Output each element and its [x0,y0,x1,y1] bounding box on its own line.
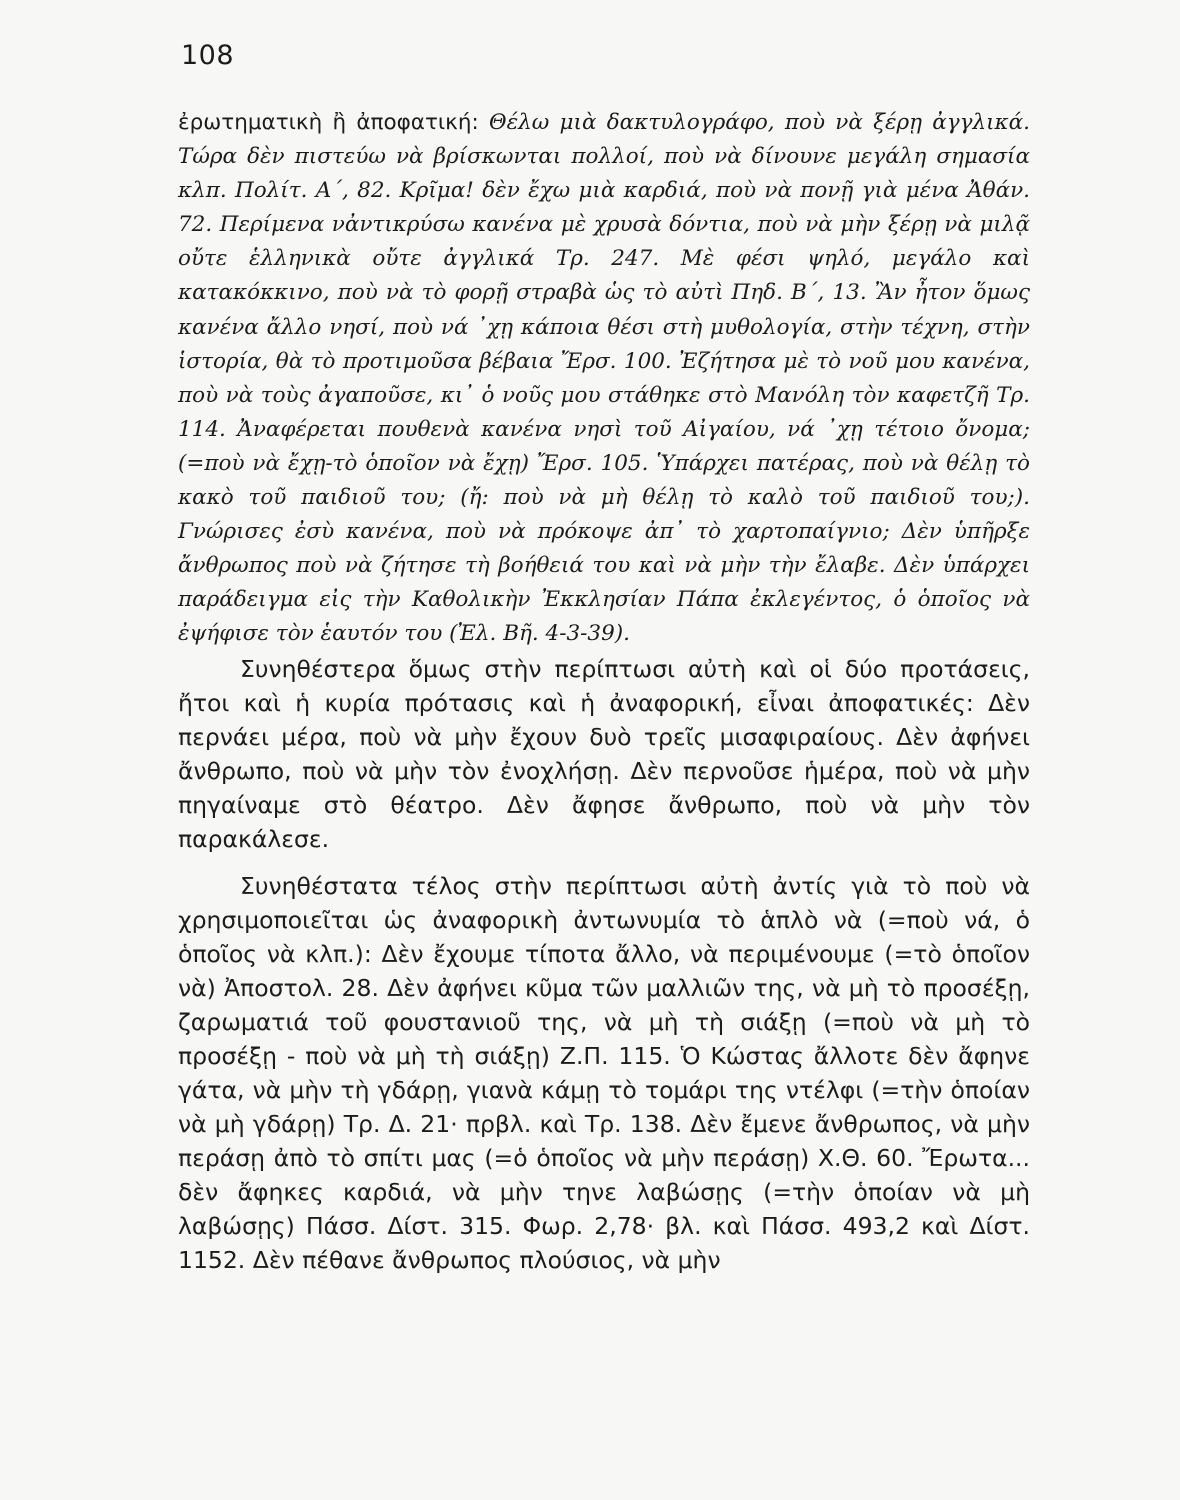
body-paragraph-2: Συνηθέστατα τέλος στὴν περίπτωσι αὐτὴ ἀντίς γιὰ τὸ ποὺ νὰ χρησιμοποιεῖται ὡς ἀναφορικὴ ἀντωνυμία τὸ ἁπλὸ νὰ (=ποὺ νά, ὁ ὁποῖος νὰ κλπ.): Δὲν ἔχουμε τίποτα ἄλλο, νὰ περιμένουμε (=τὸ ὁποῖον νὰ) Ἀποστολ. 28. Δὲν ἀφήνει κῦμα τῶν μαλλιῶν της, νὰ μὴ τὸ προσέξῃ, ζαρωματιά τοῦ φουστανιοῦ της, νὰ μὴ τὴ σιάξῃ (=ποὺ νὰ μὴ τὸ προσέξῃ - ποὺ νὰ μὴ τὴ σιάξῃ) Ζ.Π. 115. Ὁ Κώστας ἄλλοτε δὲν ἄφηνε γάτα, νὰ μὴν τὴ γδάρῃ, γιανὰ κάμῃ τὸ τομάρι της ντέλφι (=τὴν ὁποίαν νὰ μὴ γδάρῃ) Τρ. Δ. 21· πρβλ. καὶ Τρ. 138. Δὲν ἔμενε ἄνθρωπος, νὰ μὴν περάσῃ ἀπὸ τὸ σπίτι μας (=ὁ ὁποῖος νὰ μὴν περάσῃ) Χ.Θ. 60. Ἔρωτα... δὲν ἄφηκες καρδιά, νὰ μὴν τηνε λαβώσῃς (=τὴν ὁποίαν νὰ μὴ λαβώσῃς) Πάσσ. Δίστ. 315. Φωρ. 2,78· βλ. καὶ Πάσσ. 493,2 καὶ Δίστ. 1152. Δὲν πέθανε ἄνθρωπος πλούσιος, νὰ μὴν [178,871,1030,1274]
examples-paragraph [178,106,1030,652]
page-number: 108 [181,40,235,71]
examples-lead-in: ἐρωτηματικὴ ἢ ἀποφατική: [178,110,479,135]
examples-text: Θέλω μιὰ δακτυλογράφο, ποὺ νὰ ξέρῃ ἀγγλικά. Τώρα δὲν πιστεύω νὰ βρίσκωνται πολλοί, ποὺ νὰ δίνουνε μεγάλη σημασία κλπ. Πολίτ. Α΄, 82. Κρῖμα! δὲν ἔχω μιὰ καρδιά, ποὺ νὰ πονῇ γιὰ μένα Ἀθάν. 72. Περίμενα νἀντικρύσω κανένα μὲ χρυσὰ δόντια, ποὺ νὰ μὴν ξέρῃ νὰ μιλᾷ οὔτε ἑλληνικὰ οὔτε ἀγγλικά Τρ. 247. Μὲ φέσι ψηλό, μεγάλο καὶ κατακόκκινο, ποὺ νὰ τὸ φορῇ στραβὰ ὡς τὸ αὐτὶ Πηδ. Β΄, 13. Ἂν ἦτον ὅμως κανένα ἄλλο νησί, ποὺ νά ᾿χῃ κάποια θέσι στὴ μυθολογία, στὴν τέχνη, στὴν ἱστορία, θὰ τὸ προτιμοῦσα βέβαια Ἔρσ. 100. Ἐζήτησα μὲ τὸ νοῦ μου κανένα, ποὺ νὰ τοὺς ἀγαποῦσε, κι᾿ ὁ νοῦς μου στάθηκε στὸ Μανόλη τὸν καφετζῆ Τρ. 114. Ἀναφέρεται πουθενὰ κανένα νησὶ τοῦ Αἰγαίου, νά ᾿χῃ τέτοιο ὄνομα; (=ποὺ νὰ ἔχῃ-τὸ ὁποῖον νὰ ἔχῃ) Ἔρσ. 105. Ὑπάρχει πατέρας, ποὺ νὰ θέλῃ τὸ κακὸ τοῦ παιδιοῦ του; (ἤ: ποὺ νὰ μὴ θέλῃ τὸ καλὸ τοῦ παιδιοῦ του;). Γνώρισες ἐσὺ κανένα, ποὺ νὰ πρόκοψε ἀπ᾿ τὸ χαρτοπαίγνιο; Δὲν ὑπῆρξε ἄνθρωπος ποὺ νὰ ζήτησε τὴ βοήθειά του καὶ νὰ μὴν τὴν ἔλαβε. Δὲν ὑπάρχει παράδειγμα εἰς τὴν Καθολικὴν Ἐκκλησίαν Πάπα ἐκλεγέντος, ὁ ὁποῖος νὰ ἐψήφισε τὸν ἑαυτόν του (Ἐλ. Βῆ. 4-3-39). [178,110,1030,647]
body-paragraph-1: Συνηθέστερα ὅμως στὴν περίπτωσι αὐτὴ καὶ οἱ δύο προτάσεις, ἤτοι καὶ ἡ κυρία πρότασις καὶ ἡ ἀναφορική, εἶναι ἀποφατικές: Δὲν περνάει μέρα, ποὺ νὰ μὴν ἔχουν δυὸ τρεῖς μισαφιραίους. Δὲν ἀφήνει ἄνθρωπο, ποὺ νὰ μὴν τὸν ἐνοχλήσῃ. Δὲν περνοῦσε ἡμέρα, ποὺ νὰ μὴν πηγαίναμε στὸ θέατρο. Δὲν ἄφησε ἄνθρωπο, ποὺ νὰ μὴν τὸν παρακάλεσε. [178,654,1030,853]
page-body [178,106,1030,1277]
